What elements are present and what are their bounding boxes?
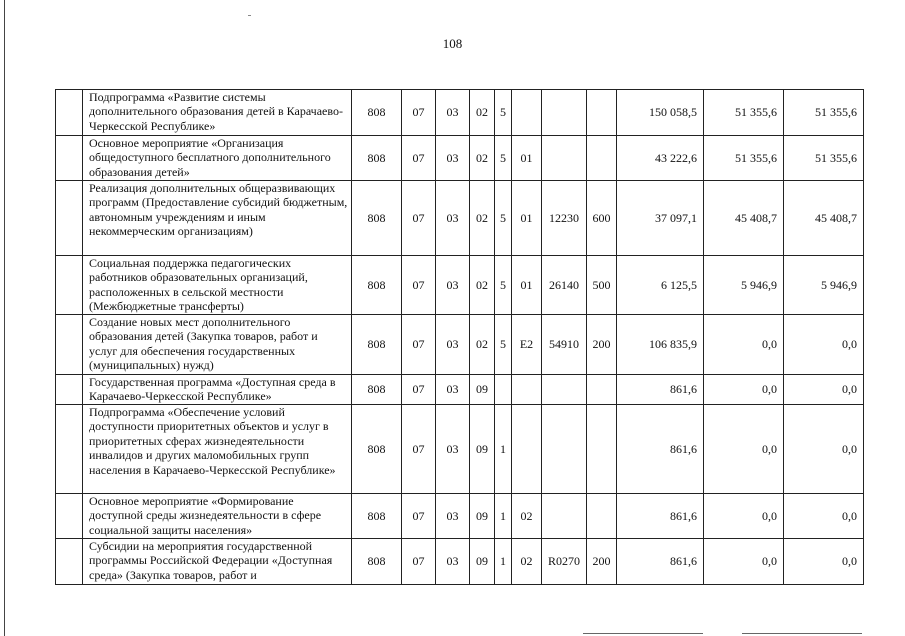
subprogram-code-cell: 1 [495, 405, 512, 494]
table-row [56, 181, 864, 256]
direction-code-cell [542, 405, 587, 494]
subprogram-code-cell: 1 [495, 494, 512, 539]
subprogram-code-cell: 5 [495, 90, 512, 136]
program-code-cell: 02 [470, 90, 495, 136]
item-name-cell: Реализация дополнительных общеразвивающих программ (Предоставление субсидий бюджетным, автономным учреждениям и иным некоммерческим организациям) [83, 181, 352, 256]
program-code-cell: 09 [470, 494, 495, 539]
subsection-code-cell: 03 [436, 181, 470, 256]
scan-speck [248, 15, 251, 16]
amount-year1-cell: 861,6 [617, 494, 704, 539]
department-code-cell: 808 [352, 405, 402, 494]
amount-year2-cell: 0,0 [704, 375, 784, 405]
direction-code-cell: 26140 [542, 256, 587, 315]
table-row [56, 256, 864, 315]
program-code-cell: 09 [470, 405, 495, 494]
amount-year3-cell: 45 408,7 [784, 181, 864, 256]
section-code-cell: 07 [402, 375, 436, 405]
event-code-cell: 01 [512, 136, 542, 181]
event-code-cell: 01 [512, 256, 542, 315]
direction-code-cell [542, 375, 587, 405]
section-code-cell: 07 [402, 136, 436, 181]
amount-year1-cell: 43 222,6 [617, 136, 704, 181]
item-name-cell: Основное мероприятие «Формирование доступной среды жизнедеятельности в сфере социальной защиты населения» [83, 494, 352, 539]
subprogram-code-cell: 1 [495, 539, 512, 585]
amount-year3-cell: 51 355,6 [784, 90, 864, 136]
section-code-cell: 07 [402, 539, 436, 585]
item-name-cell: Основное мероприятие «Организация общедоступного бесплатного дополнительного образования детей» [83, 136, 352, 181]
amount-year3-cell: 5 946,9 [784, 256, 864, 315]
item-name-cell: Подпрограмма «Развитие системы дополнительного образования детей в Карачаево-Черкесской Республике» [83, 90, 352, 136]
indent-cell [56, 90, 83, 136]
department-code-cell: 808 [352, 539, 402, 585]
item-name-cell: Государственная программа «Доступная среда в Карачаево-Черкесской Республике» [83, 375, 352, 405]
table-row [56, 315, 864, 375]
amount-year2-cell: 0,0 [704, 539, 784, 585]
subprogram-code-cell: 5 [495, 315, 512, 375]
table-row [56, 90, 864, 136]
event-code-cell: 02 [512, 539, 542, 585]
table-row [56, 405, 864, 494]
section-code-cell: 07 [402, 90, 436, 136]
section-code-cell: 07 [402, 405, 436, 494]
event-code-cell: 02 [512, 494, 542, 539]
event-code-cell [512, 90, 542, 136]
amount-year2-cell: 5 946,9 [704, 256, 784, 315]
indent-cell [56, 315, 83, 375]
event-code-cell [512, 405, 542, 494]
program-code-cell: 09 [470, 539, 495, 585]
direction-code-cell [542, 494, 587, 539]
subsection-code-cell: 03 [436, 136, 470, 181]
indent-cell [56, 181, 83, 256]
amount-year2-cell: 0,0 [704, 494, 784, 539]
program-code-cell: 02 [470, 315, 495, 375]
expense-type-cell [587, 405, 617, 494]
page-number: 108 [442, 36, 463, 51]
signature-line [742, 633, 862, 634]
item-name-cell: Подпрограмма «Обеспечение условий доступности приоритетных объектов и услуг в приоритетных сферах жизнедеятельности инвалидов и других маломобильных групп населения в Карачаево-Черкесской Республике» [83, 405, 352, 494]
program-code-cell: 02 [470, 136, 495, 181]
signature-line [583, 633, 703, 634]
indent-cell [56, 539, 83, 585]
amount-year1-cell: 6 125,5 [617, 256, 704, 315]
indent-cell [56, 405, 83, 494]
section-code-cell: 07 [402, 181, 436, 256]
subsection-code-cell: 03 [436, 494, 470, 539]
department-code-cell: 808 [352, 136, 402, 181]
event-code-cell [512, 375, 542, 405]
amount-year2-cell: 0,0 [704, 315, 784, 375]
amount-year2-cell: 0,0 [704, 405, 784, 494]
expense-type-cell: 500 [587, 256, 617, 315]
amount-year3-cell: 0,0 [784, 539, 864, 585]
direction-code-cell: 54910 [542, 315, 587, 375]
amount-year3-cell: 0,0 [784, 494, 864, 539]
subsection-code-cell: 03 [436, 405, 470, 494]
direction-code-cell: 12230 [542, 181, 587, 256]
subsection-code-cell: 03 [436, 539, 470, 585]
table-row [56, 539, 864, 585]
department-code-cell: 808 [352, 315, 402, 375]
section-code-cell: 07 [402, 256, 436, 315]
event-code-cell: E2 [512, 315, 542, 375]
direction-code-cell [542, 136, 587, 181]
subsection-code-cell: 03 [436, 256, 470, 315]
expense-type-cell: 600 [587, 181, 617, 256]
amount-year2-cell: 51 355,6 [704, 90, 784, 136]
subprogram-code-cell: 5 [495, 256, 512, 315]
table-row [56, 136, 864, 181]
expense-type-cell [587, 136, 617, 181]
amount-year1-cell: 150 058,5 [617, 90, 704, 136]
amount-year1-cell: 106 835,9 [617, 315, 704, 375]
item-name-cell: Субсидии на мероприятия государственной программы Российской Федерации «Доступная среда» (Закупка товаров, работ и [83, 539, 352, 585]
subsection-code-cell: 03 [436, 90, 470, 136]
indent-cell [56, 136, 83, 181]
direction-code-cell [542, 90, 587, 136]
indent-cell [56, 375, 83, 405]
amount-year1-cell: 861,6 [617, 405, 704, 494]
expense-type-cell: 200 [587, 539, 617, 585]
department-code-cell: 808 [352, 256, 402, 315]
department-code-cell: 808 [352, 494, 402, 539]
subprogram-code-cell [495, 375, 512, 405]
expense-type-cell: 200 [587, 315, 617, 375]
item-name-cell: Создание новых мест дополнительного образования детей (Закупка товаров, работ и услуг для обеспечения государственных (муниципальных) нужд) [83, 315, 352, 375]
expense-type-cell [587, 90, 617, 136]
amount-year1-cell: 37 097,1 [617, 181, 704, 256]
program-code-cell: 02 [470, 181, 495, 256]
department-code-cell: 808 [352, 90, 402, 136]
program-code-cell: 09 [470, 375, 495, 405]
item-name-cell: Социальная поддержка педагогических работников образовательных организаций, расположенных в сельской местности (Межбюджетные трансферты) [83, 256, 352, 315]
subsection-code-cell: 03 [436, 375, 470, 405]
indent-cell [56, 494, 83, 539]
amount-year1-cell: 861,6 [617, 375, 704, 405]
expense-type-cell [587, 375, 617, 405]
expense-type-cell [587, 494, 617, 539]
subprogram-code-cell: 5 [495, 181, 512, 256]
amount-year2-cell: 51 355,6 [704, 136, 784, 181]
direction-code-cell: R0270 [542, 539, 587, 585]
amount-year3-cell: 0,0 [784, 375, 864, 405]
amount-year1-cell: 861,6 [617, 539, 704, 585]
department-code-cell: 808 [352, 375, 402, 405]
event-code-cell: 01 [512, 181, 542, 256]
amount-year3-cell: 0,0 [784, 405, 864, 494]
indent-cell [56, 256, 83, 315]
section-code-cell: 07 [402, 315, 436, 375]
table-row [56, 375, 864, 405]
subprogram-code-cell: 5 [495, 136, 512, 181]
budget-table [55, 89, 864, 585]
section-code-cell: 07 [402, 494, 436, 539]
department-code-cell: 808 [352, 181, 402, 256]
amount-year3-cell: 51 355,6 [784, 136, 864, 181]
program-code-cell: 02 [470, 256, 495, 315]
subsection-code-cell: 03 [436, 315, 470, 375]
amount-year2-cell: 45 408,7 [704, 181, 784, 256]
amount-year3-cell: 0,0 [784, 315, 864, 375]
scan-left-edge [4, 0, 5, 636]
table-row [56, 494, 864, 539]
